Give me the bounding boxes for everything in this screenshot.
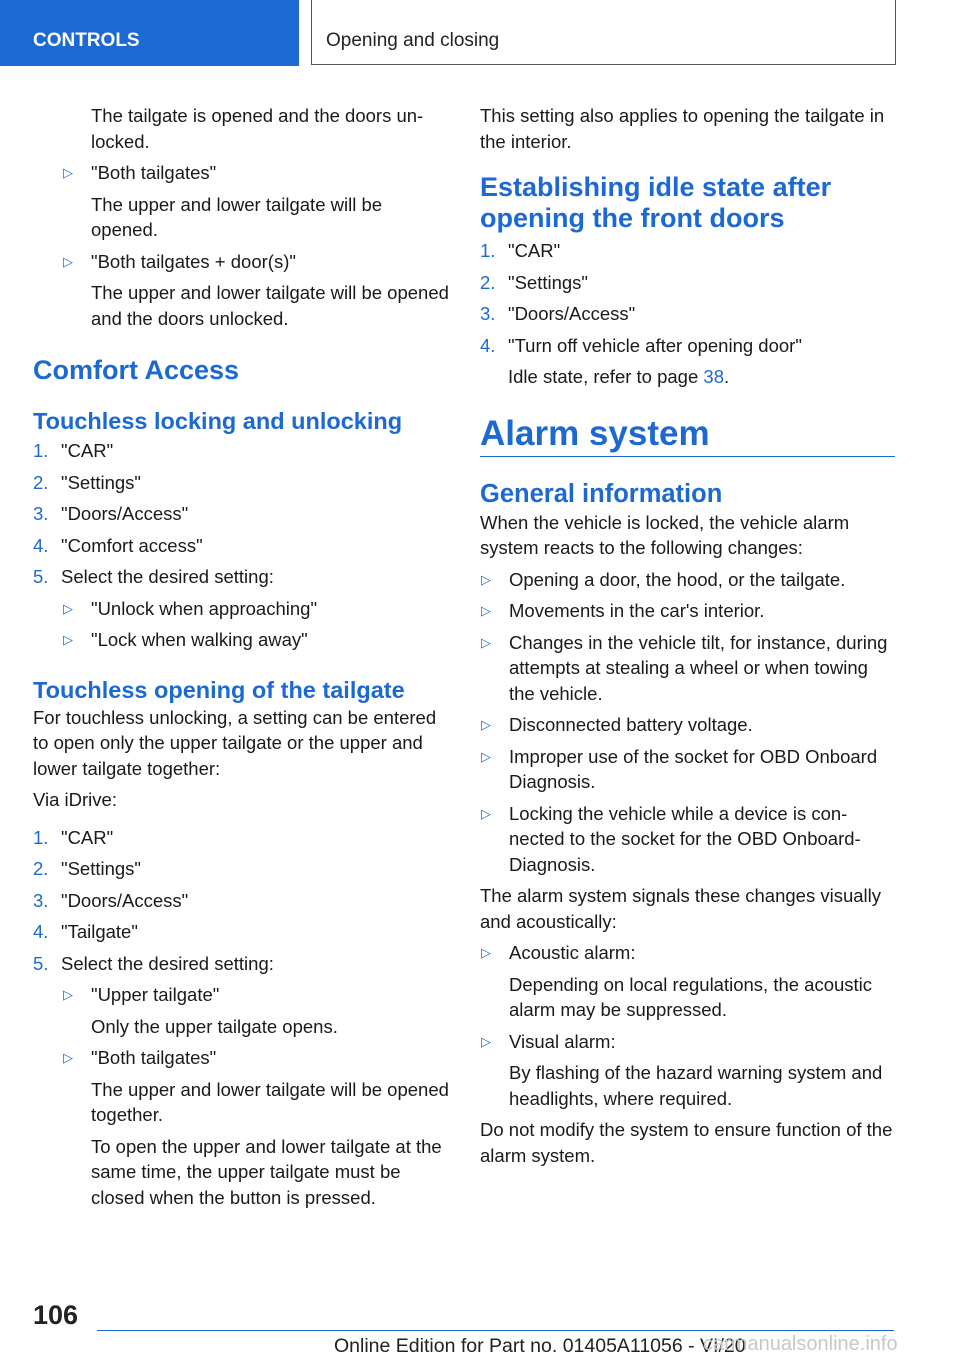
step-item <box>480 301 895 327</box>
reference-text: Idle state, refer to page <box>508 366 704 387</box>
chapter-tab-label: CONTROLS <box>33 30 140 51</box>
step-number: 2. <box>33 858 49 879</box>
step-number: 1. <box>33 826 49 848</box>
page-link[interactable]: 38 <box>703 366 724 387</box>
step-number: 2. <box>480 271 496 293</box>
heading-alarm-system: Alarm system <box>480 413 710 453</box>
footer-edition: Online Edition for Part no. 01405A11056 - VI/20 <box>334 1335 746 1357</box>
sub-list-item <box>33 1045 451 1210</box>
list-item-text: Movements in the car's interior. <box>509 600 765 621</box>
triangle-bullet-icon: ▷ <box>481 945 491 960</box>
left-column <box>33 103 451 1216</box>
step-number: 3. <box>33 503 49 524</box>
step-text: Select the desired setting: <box>61 952 274 974</box>
triangle-bullet-icon: ▷ <box>481 603 491 618</box>
step-item <box>480 333 895 359</box>
paragraph: The tailgate is opened and the doors unlocked. <box>91 105 424 152</box>
sub-list-text: "Unlock when approaching" <box>91 597 318 619</box>
step-number: 4. <box>33 534 49 556</box>
step-item <box>33 919 451 945</box>
footer-rule <box>97 1330 894 1331</box>
sub-list-label: "Upper tailgate" <box>91 984 220 1005</box>
step-item <box>33 951 451 977</box>
sub-list-desc: To open the upper and lower tailgate at the same time, the upper tailgate must be closed when the button is pressed. <box>91 1135 442 1208</box>
list-item <box>480 1029 895 1112</box>
paragraph: The alarm system signals these changes visually and acoustically: <box>480 885 882 932</box>
triangle-bullet-icon: ▷ <box>481 1033 491 1049</box>
step-number: 1. <box>33 440 49 461</box>
chapter-rule <box>480 414 895 457</box>
watermark: carmanualsonline.info <box>703 1333 898 1355</box>
list-item-text: Changes in the vehicle tilt, for instance, during attempts at stealing a wheel or when towing the vehicle. <box>509 631 888 704</box>
step-number: 4. <box>480 334 496 356</box>
triangle-bullet-icon: ▷ <box>63 165 73 180</box>
list-item <box>480 712 895 738</box>
heading-touchless-locking: Touchless locking and unlocking <box>33 408 403 434</box>
step-number: 5. <box>33 952 49 974</box>
reference-end: . <box>723 366 730 387</box>
heading-general-information: General information <box>480 479 723 508</box>
list-item-text: Locking the vehicle while a device is connected to the socket for the OBD Onboard-Diagnosis. <box>509 802 861 875</box>
step-text: "Doors/Access" <box>61 503 189 524</box>
sub-list-item <box>33 627 451 653</box>
page-number: 106 <box>33 1300 79 1330</box>
step-item <box>33 825 451 851</box>
step-item <box>33 470 451 496</box>
step-number: 2. <box>33 471 49 493</box>
chapter-tab[interactable] <box>0 0 299 66</box>
step-text: Select the desired setting: <box>61 566 274 587</box>
step-text: "Settings" <box>61 858 141 879</box>
list-item-label: "Both tailgates + door(s)" <box>91 250 296 272</box>
triangle-bullet-icon: ▷ <box>481 634 491 650</box>
sub-list-desc: Only the upper tailgate opens. <box>91 1015 338 1037</box>
triangle-bullet-icon: ▷ <box>63 253 73 269</box>
step-item <box>33 564 451 590</box>
paragraph: When the vehicle is locked, the vehicle alarm system reacts to the following changes: <box>480 511 850 558</box>
list-item <box>480 940 895 1023</box>
step-text: "CAR" <box>61 440 114 461</box>
step-text: "Comfort access" <box>61 534 203 556</box>
list-item <box>33 249 451 332</box>
step-text: "Doors/Access" <box>61 889 189 911</box>
section-header <box>311 0 896 65</box>
list-item <box>480 598 895 624</box>
list-item <box>480 630 895 707</box>
list-item-text: Opening a door, the hood, or the tailgate. <box>509 568 846 590</box>
section-title: Opening and closing <box>326 30 500 51</box>
step-item <box>33 501 451 527</box>
triangle-bullet-icon: ▷ <box>481 748 491 764</box>
step-number: 3. <box>480 303 496 324</box>
right-column <box>480 103 895 1174</box>
step-text: "Doors/Access" <box>508 303 636 324</box>
triangle-bullet-icon: ▷ <box>63 987 73 1002</box>
list-item <box>480 567 895 593</box>
sub-list-item <box>33 596 451 622</box>
step-item <box>33 888 451 914</box>
step-text: "Settings" <box>508 271 588 293</box>
sub-list-item <box>33 982 451 1039</box>
list-item-desc: Depending on local regulations, the acoustic alarm may be suppressed. <box>509 973 873 1020</box>
triangle-bullet-icon: ▷ <box>481 571 491 587</box>
triangle-bullet-icon: ▷ <box>481 717 491 732</box>
paragraph: This setting also applies to opening the tailgate in the interior. <box>480 105 885 152</box>
list-item-desc: By flashing of the hazard warning system and headlights, where required. <box>509 1062 883 1109</box>
paragraph: For touchless unlocking, a setting can be entered to open only the upper tailgate or the upper and lower tailgate together: <box>33 706 437 779</box>
list-item-text: Disconnected battery voltage. <box>509 714 753 735</box>
step-item <box>480 270 895 296</box>
step-text: "Turn off vehicle after opening door" <box>508 334 802 356</box>
step-number: 3. <box>33 889 49 911</box>
sub-list-label: "Both tailgates" <box>91 1047 217 1068</box>
step-text: "CAR" <box>61 826 114 848</box>
step-text: "Tailgate" <box>61 921 138 942</box>
step-item <box>480 238 895 264</box>
sub-list-desc: The upper and lower tailgate will be opened together. <box>91 1078 449 1125</box>
step-text: "Settings" <box>61 471 141 493</box>
heading-idle-state: Establishing idle state after opening the front doors <box>480 172 832 233</box>
list-item <box>33 160 451 243</box>
paragraph: Do not modify the system to ensure function of the alarm system. <box>480 1119 893 1166</box>
list-item-label: "Both tailgates" <box>91 162 217 183</box>
page-reference <box>480 364 895 390</box>
list-item-desc: The upper and lower tailgate will be opened. <box>91 193 383 240</box>
heading-touchless-tailgate: Touchless opening of the tailgate <box>33 676 405 703</box>
triangle-bullet-icon: ▷ <box>63 600 73 616</box>
step-text: "CAR" <box>508 240 561 261</box>
heading-comfort-access: Comfort Access <box>33 355 240 385</box>
paragraph: Via iDrive: <box>33 789 117 810</box>
sub-list-text: "Lock when walking away" <box>91 629 308 650</box>
list-item <box>480 801 895 878</box>
list-item <box>480 744 895 795</box>
triangle-bullet-icon: ▷ <box>481 805 491 821</box>
step-item <box>33 438 451 464</box>
step-number: 5. <box>33 566 49 587</box>
list-item-label: Acoustic alarm: <box>509 942 636 963</box>
list-item-label: Visual alarm: <box>509 1030 616 1052</box>
step-number: 4. <box>33 921 49 942</box>
triangle-bullet-icon: ▷ <box>63 1050 73 1065</box>
step-item <box>33 856 451 882</box>
step-item <box>33 533 451 559</box>
list-item-desc: The upper and lower tailgate will be opened and the doors unlocked. <box>91 282 449 329</box>
list-item-text: Improper use of the socket for OBD Onboard Diagnosis. <box>509 745 878 792</box>
step-number: 1. <box>480 240 496 261</box>
triangle-bullet-icon: ▷ <box>63 632 73 647</box>
